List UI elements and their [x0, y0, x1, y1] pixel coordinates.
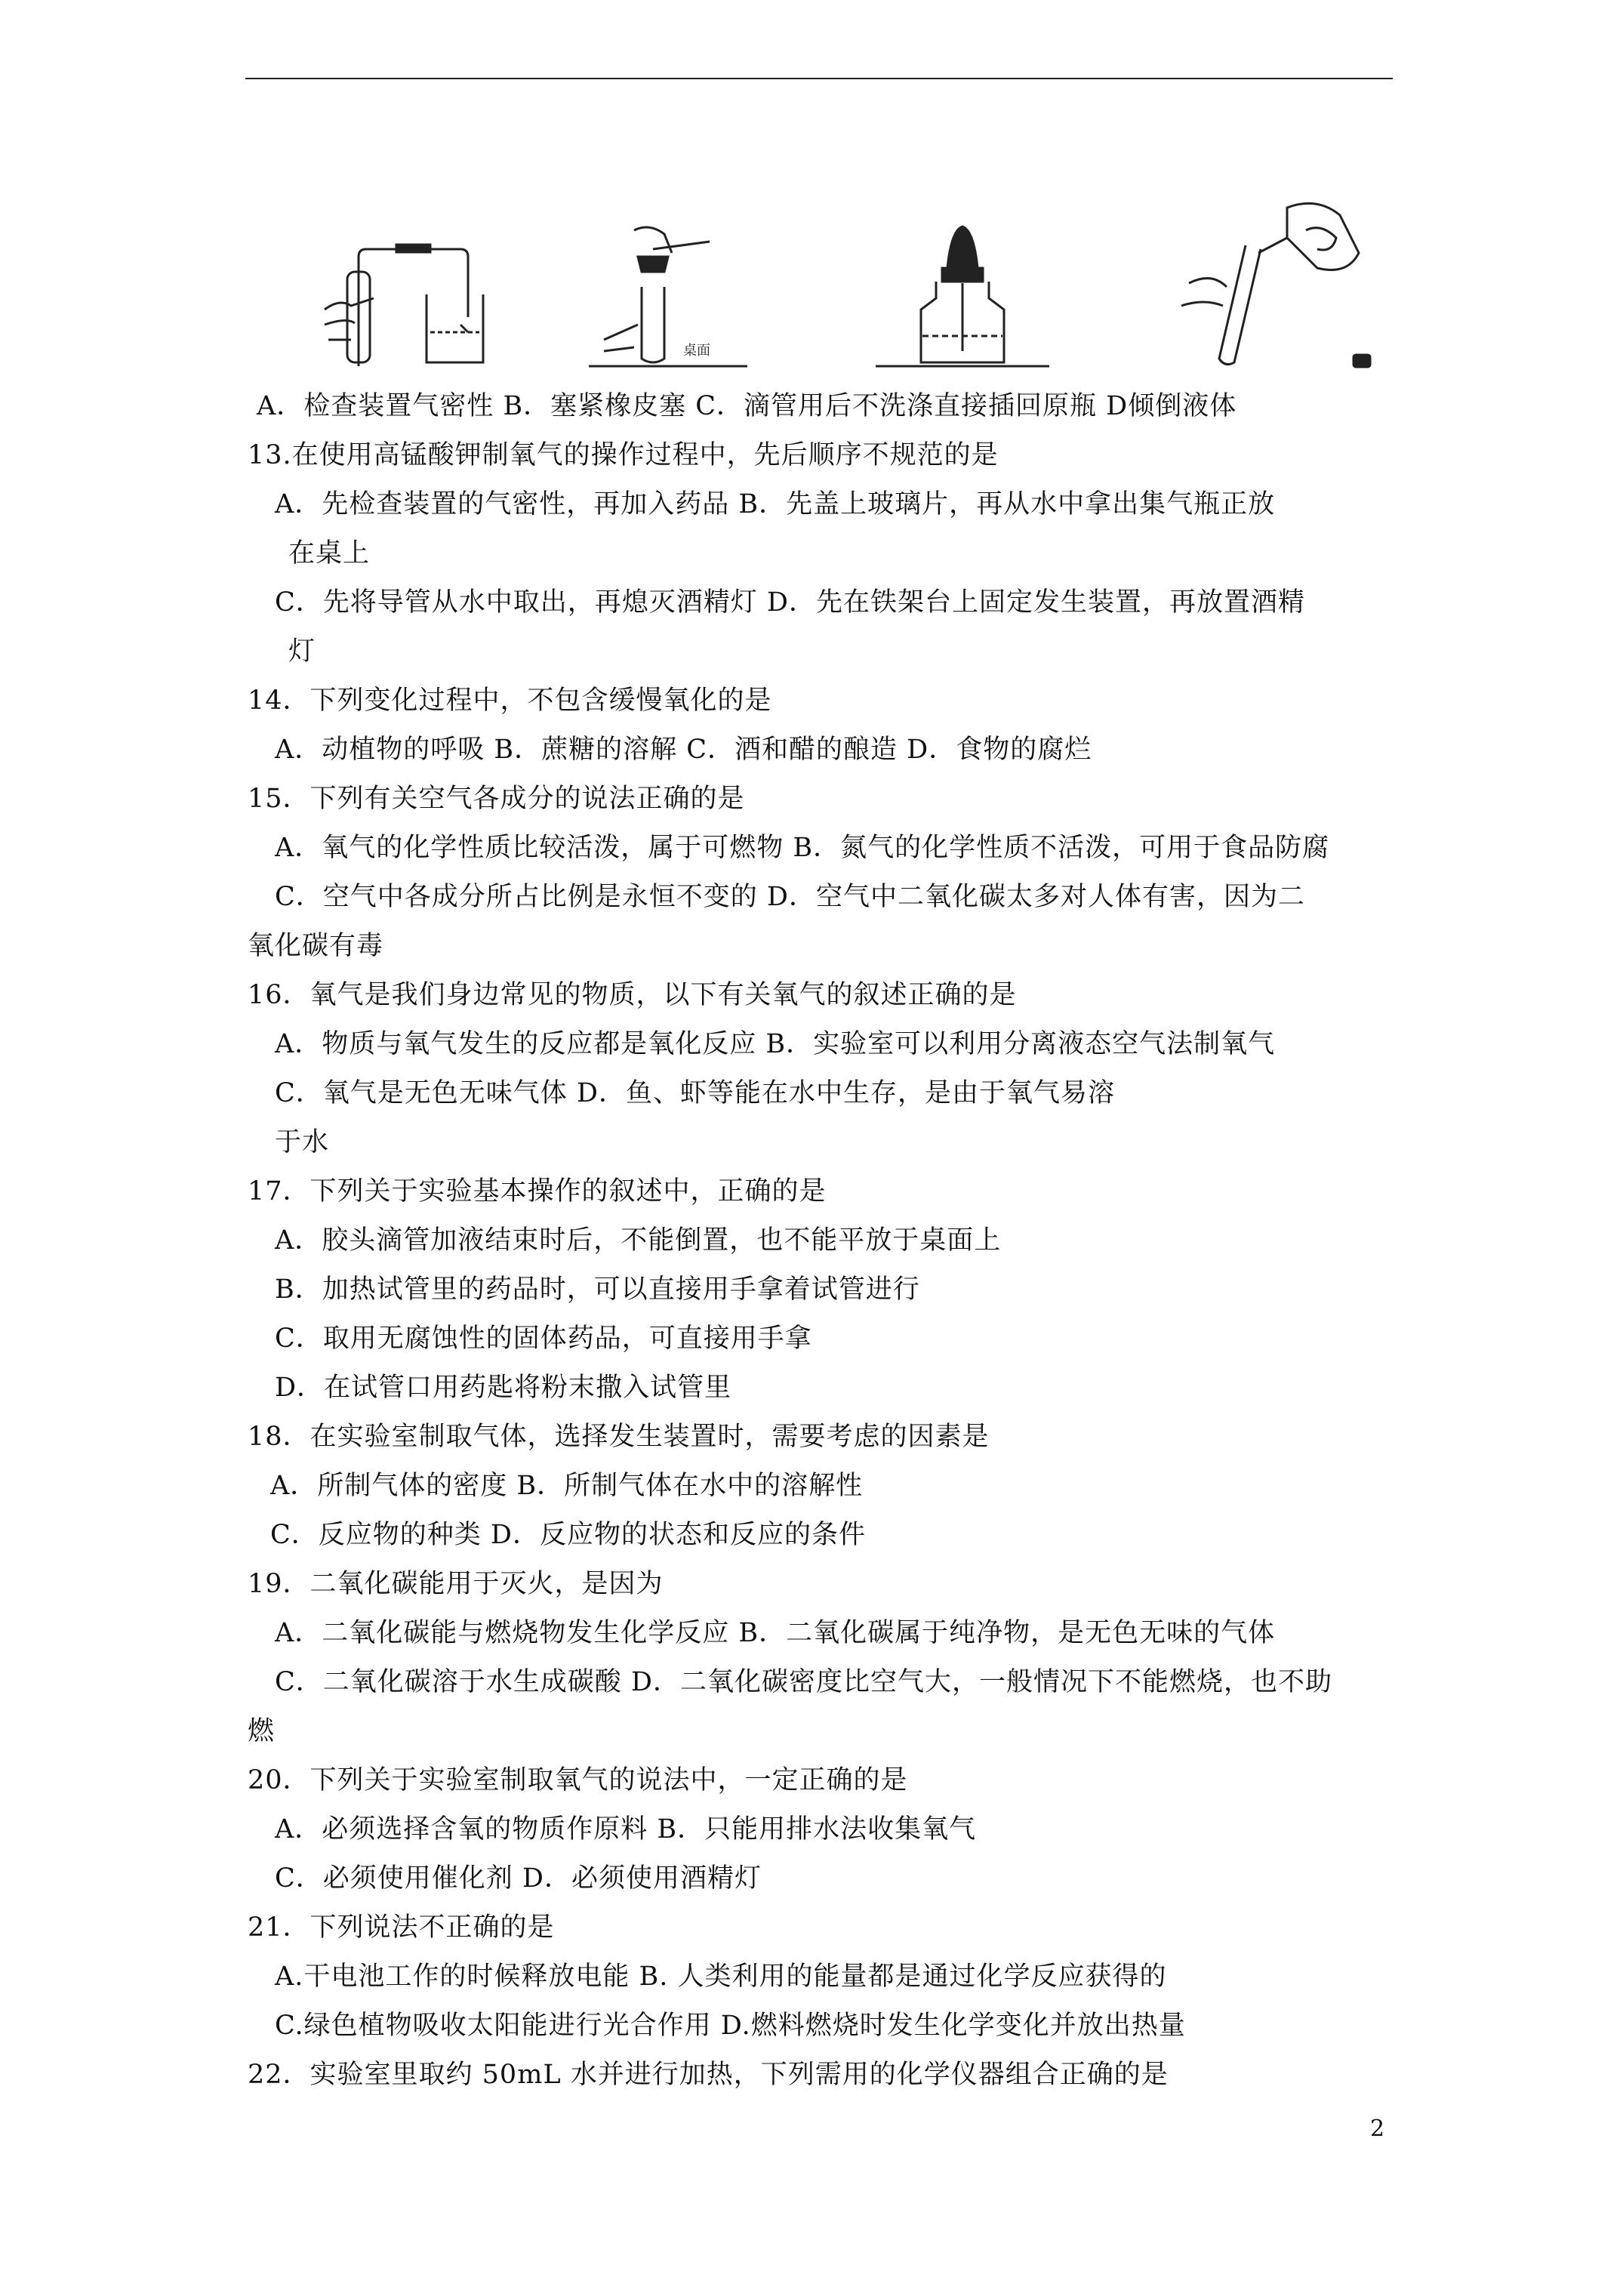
page-number: 2: [1370, 2116, 1385, 2142]
question-15-option-d-wrap: 氧化碳有毒: [248, 931, 384, 961]
question-17-option-c: C．取用无腐蚀性的固体药品，可直接用手拿: [275, 1324, 812, 1354]
question-16-stem: 16．氧气是我们身边常见的物质，以下有关氧气的叙述正确的是: [248, 980, 1017, 1010]
question-13-option-d-wrap: 灯: [288, 636, 316, 667]
question-13-options-ab: A．先检查装置的气密性，再加入药品 B．先盖上玻璃片，再从水中拿出集气瓶正放: [275, 489, 1276, 519]
question-13-stem: 13.在使用高锰酸钾制氧气的操作过程中，先后顺序不规范的是: [248, 440, 999, 470]
question-14-options: A．动植物的呼吸 B．蔗糖的溶解 C．酒和醋的酿造 D．食物的腐烂: [275, 735, 1092, 765]
question-21-options-ab: A.干电池工作的时候释放电能 B. 人类利用的能量都是通过化学反应获得的: [275, 1962, 1167, 1992]
question-19-options-cd: C．二氧化碳溶于水生成碳酸 D．二氧化碳密度比空气大，一般情况下不能燃烧，也不助: [275, 1667, 1332, 1697]
question-20-stem: 20．下列关于实验室制取氧气的说法中，一定正确的是: [248, 1765, 908, 1795]
question-17-option-b: B．加热试管里的药品时，可以直接用手拿着试管进行: [275, 1274, 920, 1305]
question-20-options-ab: A．必须选择含氧的物质作原料 B．只能用排水法收集氧气: [275, 1814, 977, 1845]
desk-label: 桌面: [683, 343, 710, 359]
question-16-options-cd: C．氧气是无色无味气体 D．鱼、虾等能在水中生存，是由于氧气易溶: [275, 1078, 1115, 1108]
question-17-option-d: D．在试管口用药匙将粉末撒入试管里: [275, 1373, 732, 1403]
question-19-options-ab: A．二氧化碳能与燃烧物发生化学反应 B．二氧化碳属于纯净物，是无色无味的气体: [275, 1618, 1276, 1648]
question-22-stem: 22．实验室里取约 50mL 水并进行加热，下列需用的化学仪器组合正确的是: [248, 2060, 1169, 2090]
airtightness-apparatus-illustration: [317, 227, 498, 370]
question-18-stem: 18．在实验室制取气体，选择发生装置时，需要考虑的因素是: [248, 1422, 990, 1452]
stopper-on-desk-illustration: [589, 219, 747, 370]
question-21-stem: 21．下列说法不正确的是: [248, 1912, 555, 1943]
header-rule: [245, 78, 1393, 79]
question-19-option-d-wrap: 燃: [248, 1716, 276, 1746]
question-18-options-ab: A．所制气体的密度 B．所制气体在水中的溶解性: [270, 1471, 864, 1501]
question-15-stem: 15．下列有关空气各成分的说法正确的是: [248, 784, 745, 814]
question-21-options-cd: C.绿色植物吸收太阳能进行光合作用 D.燃料燃烧时发生化学变化并放出热量: [275, 2011, 1186, 2041]
question-17-stem: 17．下列关于实验基本操作的叙述中，正确的是: [248, 1176, 827, 1207]
figure-dropper-bottle: [876, 223, 1049, 370]
question-15-options-ab: A．氧气的化学性质比较活泼，属于可燃物 B．氮气的化学性质不活泼，可用于食品防腐: [275, 833, 1330, 863]
figure-airtightness-check: [317, 227, 498, 370]
pouring-liquid-illustration: [1174, 193, 1393, 374]
question-20-options-cd: C．必须使用催化剂 D．必须使用酒精灯: [275, 1863, 762, 1894]
question-14-stem: 14．下列变化过程中，不包含缓慢氧化的是: [248, 686, 772, 716]
question-13-option-b-wrap: 在桌上: [288, 538, 371, 569]
question-16-option-d-wrap: 于水: [275, 1127, 330, 1157]
question-18-options-cd: C．反应物的种类 D．反应物的状态和反应的条件: [270, 1520, 866, 1550]
question-13-options-cd: C．先将导管从水中取出，再熄灭酒精灯 D．先在铁架台上固定发生装置，再放置酒精: [275, 587, 1305, 618]
dropper-bottle-illustration: [876, 223, 1049, 370]
question-16-options-ab: A．物质与氧气发生的反应都是氧化反应 B．实验室可以利用分离液态空气法制氧气: [275, 1029, 1276, 1059]
question-17-option-a: A．胶头滴管加液结束时后，不能倒置，也不能平放于桌面上: [275, 1225, 1002, 1256]
question-19-stem: 19．二氧化碳能用于灭火，是因为: [248, 1569, 664, 1599]
question-15-options-cd: C．空气中各成分所占比例是永恒不变的 D．空气中二氧化碳太多对人体有害，因为二: [275, 882, 1305, 912]
figure-insert-stopper: [589, 219, 747, 370]
figure-pouring-liquid: [1174, 193, 1393, 374]
figure-captions: A．检查装置气密性 B．塞紧橡皮塞 C．滴管用后不洗涤直接插回原瓶 D倾倒液体: [257, 391, 1237, 421]
